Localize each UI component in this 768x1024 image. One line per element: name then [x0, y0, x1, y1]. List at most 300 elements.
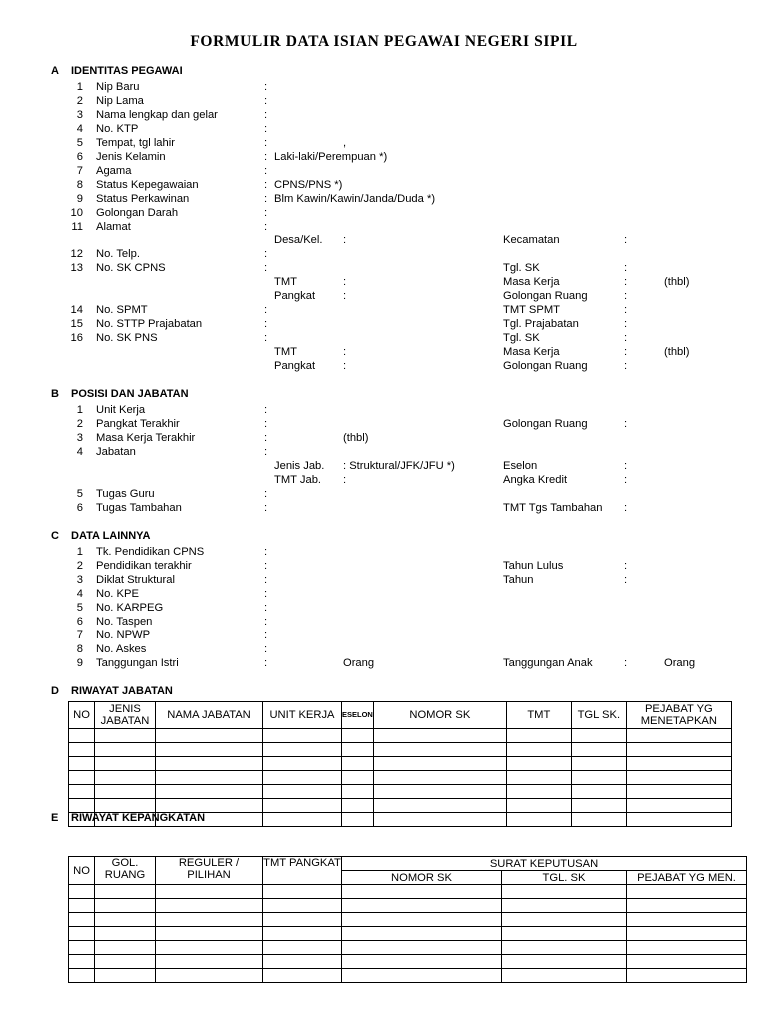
- tgl-prajabatan-label: Tgl. Prajabatan: [503, 318, 579, 330]
- table-cell[interactable]: [342, 969, 502, 983]
- c_items-num: 7: [76, 629, 83, 641]
- table-cell[interactable]: [95, 729, 156, 743]
- kecamatan-label: Kecamatan: [503, 234, 560, 246]
- table-cell[interactable]: [502, 955, 627, 969]
- table-cell[interactable]: [95, 913, 156, 927]
- table-cell[interactable]: [342, 941, 502, 955]
- colon: :: [264, 657, 268, 669]
- tmt-jab-label: TMT Jab.: [274, 474, 322, 486]
- table-cell[interactable]: [263, 771, 342, 785]
- colon: :: [264, 95, 268, 107]
- table-cell[interactable]: [571, 813, 626, 827]
- table-cell[interactable]: [506, 813, 571, 827]
- a_items-label: No. SPMT: [96, 304, 148, 316]
- table-cell[interactable]: [502, 913, 627, 927]
- c_items-label: No. KPE: [96, 588, 139, 600]
- table-cell[interactable]: [156, 885, 263, 899]
- c_items-label: No. Taspen: [96, 616, 153, 628]
- a_items-num: 5: [76, 137, 83, 149]
- a_items-label: Agama: [96, 165, 132, 177]
- column-header: NOMOR SK: [373, 702, 506, 729]
- c_items-num: 1: [76, 546, 83, 558]
- table-cell[interactable]: [69, 899, 95, 913]
- table-cell[interactable]: [156, 969, 263, 983]
- table-cell[interactable]: [506, 799, 571, 813]
- table-cell[interactable]: [69, 927, 95, 941]
- table-header-row: [69, 857, 747, 871]
- table-cell[interactable]: [263, 813, 342, 827]
- table-cell[interactable]: [373, 771, 506, 785]
- c_items-num: 2: [76, 560, 83, 572]
- table-cell[interactable]: [263, 799, 342, 813]
- a_items-num: 14: [70, 304, 83, 316]
- table-cell[interactable]: [506, 743, 571, 757]
- colon: :: [264, 432, 268, 444]
- colon: :: [264, 179, 268, 191]
- colon: :: [343, 290, 347, 302]
- table-cell[interactable]: [506, 729, 571, 743]
- colon: :: [624, 332, 628, 344]
- table-header-row: [69, 702, 732, 729]
- table-row: [69, 927, 747, 941]
- colon: :: [264, 304, 268, 316]
- colon: :: [624, 318, 628, 330]
- column-header: NOMOR SK: [342, 871, 502, 885]
- a_items-label: Status Perkawinan: [96, 193, 190, 205]
- b_items-label: Tugas Guru: [96, 488, 155, 500]
- table-cell[interactable]: [342, 885, 502, 899]
- colon: :: [264, 151, 268, 163]
- section-letter-e: E: [51, 812, 59, 824]
- table-cell[interactable]: [502, 899, 627, 913]
- a_items-num: 6: [76, 151, 83, 163]
- table-cell[interactable]: [626, 771, 731, 785]
- colon: :: [264, 588, 268, 600]
- a_items-label: No. SK CPNS: [96, 262, 166, 274]
- b_items-label: Jabatan: [96, 446, 136, 458]
- c_items-num: 5: [76, 602, 83, 614]
- table-row: [69, 729, 732, 743]
- table-cell[interactable]: [571, 743, 626, 757]
- colon: :: [343, 346, 347, 358]
- orang-label: Orang: [343, 657, 375, 669]
- b_items-label: Tugas Tambahan: [96, 502, 182, 514]
- table-cell[interactable]: [342, 813, 374, 827]
- colon: :: [264, 574, 268, 586]
- table-cell[interactable]: [627, 955, 747, 969]
- desa-label: Desa/Kel.: [274, 234, 323, 246]
- table-cell[interactable]: [571, 757, 626, 771]
- table-cell[interactable]: [69, 955, 95, 969]
- a_items-label: Nip Lama: [96, 95, 144, 107]
- tmt-spmt-label: TMT SPMT: [503, 304, 560, 316]
- table-cell[interactable]: [95, 771, 156, 785]
- table-cell[interactable]: [626, 729, 731, 743]
- a_items-num: 16: [70, 332, 83, 344]
- section-title-d: RIWAYAT JABATAN: [71, 685, 173, 697]
- table-cell[interactable]: [627, 969, 747, 983]
- a_items-num: 12: [70, 248, 83, 260]
- a_items-num: 3: [76, 109, 83, 121]
- colon: :: [343, 276, 347, 288]
- table-cell[interactable]: [373, 813, 506, 827]
- table-row: [69, 885, 747, 899]
- section-letter-d: D: [51, 685, 59, 697]
- golongan-ruang-label: Golongan Ruang: [503, 418, 588, 430]
- c_items-num: 8: [76, 643, 83, 655]
- table-cell[interactable]: [95, 799, 156, 813]
- thbl-label: (thbl): [343, 432, 369, 444]
- c_items-label: Pendidikan terakhir: [96, 560, 192, 572]
- table-cell[interactable]: [95, 955, 156, 969]
- pangkat-label: Pangkat: [274, 290, 316, 302]
- c_items-label: Diklat Struktural: [96, 574, 175, 586]
- thbl-label: (thbl): [664, 276, 690, 288]
- table-cell[interactable]: [626, 743, 731, 757]
- tmt-tgs-tambahan-label: TMT Tgs Tambahan: [503, 502, 603, 514]
- colon: :: [264, 404, 268, 416]
- a_items-label: Alamat: [96, 221, 131, 233]
- table-cell[interactable]: [342, 771, 374, 785]
- table-cell[interactable]: [69, 771, 95, 785]
- table-cell[interactable]: [156, 955, 263, 969]
- section-letter-b: B: [51, 388, 59, 400]
- golongan-ruang-label: Golongan Ruang: [503, 290, 588, 302]
- table-cell[interactable]: [156, 771, 263, 785]
- table-cell[interactable]: [571, 729, 626, 743]
- table-row: [69, 969, 747, 983]
- colon: :: [624, 502, 628, 514]
- table-cell[interactable]: [263, 927, 342, 941]
- table-cell[interactable]: [571, 771, 626, 785]
- table-cell[interactable]: [626, 799, 731, 813]
- colon: :: [264, 137, 268, 149]
- b_items-num: 2: [76, 418, 83, 430]
- section-title-a: IDENTITAS PEGAWAI: [71, 65, 183, 77]
- table-cell[interactable]: [502, 927, 627, 941]
- table-cell[interactable]: [571, 785, 626, 799]
- table-cell[interactable]: [506, 757, 571, 771]
- riwayat-jabatan-table: [68, 701, 732, 827]
- table-cell[interactable]: [626, 785, 731, 799]
- b_items-num: 1: [76, 404, 83, 416]
- table-cell[interactable]: [342, 785, 374, 799]
- table-cell[interactable]: [506, 785, 571, 799]
- table-cell[interactable]: [95, 785, 156, 799]
- table-cell[interactable]: [373, 757, 506, 771]
- a_items-num: 10: [70, 207, 83, 219]
- table-cell[interactable]: [156, 813, 263, 827]
- table-cell[interactable]: [69, 969, 95, 983]
- table-row: [69, 913, 747, 927]
- table-cell[interactable]: [69, 799, 95, 813]
- table-cell[interactable]: [263, 941, 342, 955]
- colon: :: [264, 418, 268, 430]
- table-row: [69, 799, 732, 813]
- colon: :: [624, 346, 628, 358]
- colon: :: [264, 193, 268, 205]
- colon: :: [624, 418, 628, 430]
- b_items-num: 4: [76, 446, 83, 458]
- c_items-label: No. KARPEG: [96, 602, 164, 614]
- table-cell[interactable]: [263, 955, 342, 969]
- tgl-sk-label: Tgl. SK: [503, 332, 540, 344]
- table-row: [69, 899, 747, 913]
- colon: :: [264, 616, 268, 628]
- a_items-label: No. SK PNS: [96, 332, 158, 344]
- column-header: TMT PANGKAT: [263, 857, 342, 885]
- table-cell[interactable]: [373, 785, 506, 799]
- colon: :: [624, 474, 628, 486]
- table-cell[interactable]: [342, 927, 502, 941]
- table-cell[interactable]: [342, 743, 374, 757]
- table-cell[interactable]: [571, 799, 626, 813]
- b_items-num: 3: [76, 432, 83, 444]
- colon: :: [624, 262, 628, 274]
- table-cell[interactable]: [156, 899, 263, 913]
- a_items-value-field[interactable]: CPNS/PNS *): [274, 179, 343, 191]
- section-title-e: RIWAYAT KEPANGKATAN: [71, 812, 206, 824]
- eselon-label: Eselon: [503, 460, 538, 472]
- column-header: TGL SK.: [571, 702, 626, 729]
- masa-kerja-label: Masa Kerja: [503, 276, 560, 288]
- table-cell[interactable]: [342, 799, 374, 813]
- table-cell[interactable]: [502, 941, 627, 955]
- colon: :: [343, 360, 347, 372]
- colon: :: [264, 81, 268, 93]
- table-cell[interactable]: [342, 913, 502, 927]
- colon: :: [624, 657, 628, 669]
- a_items-num: 13: [70, 262, 83, 274]
- colon: :: [624, 360, 628, 372]
- colon: :: [264, 262, 268, 274]
- b_items-label: Unit Kerja: [96, 404, 146, 416]
- colon: :: [264, 165, 268, 177]
- table-row: [69, 743, 732, 757]
- table-cell[interactable]: [156, 785, 263, 799]
- angka-kredit-label: Angka Kredit: [503, 474, 568, 486]
- orang-label: Orang: [664, 657, 696, 669]
- colon: :: [264, 502, 268, 514]
- column-header: PEJABAT YG MENETAPKAN: [626, 702, 731, 729]
- colon: :: [264, 207, 268, 219]
- golongan-ruang-label: Golongan Ruang: [503, 360, 588, 372]
- riwayat-kepangkatan-table: [68, 856, 747, 983]
- colon: :: [264, 318, 268, 330]
- table-cell[interactable]: [626, 813, 731, 827]
- tmt-label: TMT: [274, 346, 297, 358]
- c_items-num: 4: [76, 588, 83, 600]
- jenis-jab-label: Jenis Jab.: [274, 460, 325, 472]
- colon: :: [264, 446, 268, 458]
- colon: :: [343, 234, 347, 246]
- table-row: [69, 785, 732, 799]
- tmt-label: TMT: [274, 276, 297, 288]
- column-header: TGL. SK: [502, 871, 627, 885]
- c_items-label: Tanggungan Istri: [96, 657, 179, 669]
- table-cell[interactable]: [373, 729, 506, 743]
- column-header: JENIS JABATAN: [95, 702, 156, 729]
- table-cell[interactable]: [263, 885, 342, 899]
- table-cell[interactable]: [627, 941, 747, 955]
- table-cell[interactable]: [156, 913, 263, 927]
- section-title-c: DATA LAINNYA: [71, 530, 151, 542]
- table-cell[interactable]: [263, 743, 342, 757]
- colon: :: [264, 248, 268, 260]
- table-cell[interactable]: [373, 743, 506, 757]
- column-header: NO: [69, 857, 95, 885]
- table-cell[interactable]: [69, 757, 95, 771]
- column-header: ESELON: [342, 702, 374, 729]
- colon: :: [624, 276, 628, 288]
- a_items-label: Nip Baru: [96, 81, 140, 93]
- table-cell[interactable]: [263, 729, 342, 743]
- table-cell[interactable]: [263, 785, 342, 799]
- column-header: TMT: [506, 702, 571, 729]
- a_items-value-field[interactable]: Laki-laki/Perempuan *): [274, 151, 388, 163]
- table-cell[interactable]: [156, 729, 263, 743]
- table-cell[interactable]: [69, 813, 95, 827]
- a_items-label: No. KTP: [96, 123, 139, 135]
- c_items-num: 9: [76, 657, 83, 669]
- table-cell[interactable]: [263, 913, 342, 927]
- table-cell[interactable]: [627, 913, 747, 927]
- table-cell[interactable]: [502, 885, 627, 899]
- b_items-label: Pangkat Terakhir: [96, 418, 180, 430]
- column-header: PEJABAT YG MEN.: [627, 871, 747, 885]
- colon: :: [264, 332, 268, 344]
- table-cell[interactable]: [263, 969, 342, 983]
- group-header: SURAT KEPUTUSAN: [342, 857, 747, 871]
- c_items-label: No. Askes: [96, 643, 147, 655]
- table-cell[interactable]: [95, 885, 156, 899]
- table-cell[interactable]: [95, 969, 156, 983]
- a_items-value-field[interactable]: Blm Kawin/Kawin/Janda/Duda *): [274, 193, 436, 205]
- table-row: [69, 771, 732, 785]
- a_items-num: 2: [76, 95, 83, 107]
- colon: :: [264, 546, 268, 558]
- table-cell[interactable]: [342, 757, 374, 771]
- column-header: GOL. RUANG: [95, 857, 156, 885]
- table-cell[interactable]: [502, 969, 627, 983]
- section-letter-a: A: [51, 65, 59, 77]
- b_items-label: Masa Kerja Terakhir: [96, 432, 196, 444]
- tahun-label: Tahun: [503, 574, 534, 586]
- table-cell[interactable]: [373, 799, 506, 813]
- table-cell[interactable]: [156, 757, 263, 771]
- table-cell[interactable]: [95, 743, 156, 757]
- thbl-label: (thbl): [664, 346, 690, 358]
- table-cell[interactable]: [626, 757, 731, 771]
- colon: :: [624, 290, 628, 302]
- colon: :: [264, 629, 268, 641]
- colon: :: [264, 643, 268, 655]
- b_items-num: 6: [76, 502, 83, 514]
- b_items-num: 5: [76, 488, 83, 500]
- colon: :: [264, 221, 268, 233]
- comma: ,: [343, 137, 347, 149]
- a_items-num: 15: [70, 318, 83, 330]
- a_items-num: 1: [76, 81, 83, 93]
- table-cell[interactable]: [627, 885, 747, 899]
- table-row: [69, 941, 747, 955]
- a_items-label: Tempat, tgl lahir: [96, 137, 175, 149]
- table-cell[interactable]: [156, 799, 263, 813]
- column-header: NAMA JABATAN: [156, 702, 263, 729]
- tgl-sk-label: Tgl. SK: [503, 262, 540, 274]
- colon: :: [624, 234, 628, 246]
- c_items-label: Tk. Pendidikan CPNS: [96, 546, 205, 558]
- section-title-b: POSISI DAN JABATAN: [71, 388, 189, 400]
- a_items-num: 9: [76, 193, 83, 205]
- colon: :: [264, 109, 268, 121]
- table-row: [69, 813, 732, 827]
- a_items-num: 7: [76, 165, 83, 177]
- table-cell[interactable]: [342, 729, 374, 743]
- table-row: [69, 955, 747, 969]
- table-cell[interactable]: [69, 729, 95, 743]
- table-cell[interactable]: [95, 941, 156, 955]
- a_items-label: No. Telp.: [96, 248, 140, 260]
- tahun-lulus-label: Tahun Lulus: [503, 560, 564, 572]
- table-cell[interactable]: [69, 785, 95, 799]
- colon: :: [264, 560, 268, 572]
- table-cell[interactable]: [95, 813, 156, 827]
- colon: :: [264, 488, 268, 500]
- table-cell[interactable]: [95, 899, 156, 913]
- a_items-num: 4: [76, 123, 83, 135]
- colon: :: [624, 304, 628, 316]
- a_items-label: Golongan Darah: [96, 207, 179, 219]
- a_items-label: No. STTP Prajabatan: [96, 318, 203, 330]
- table-cell[interactable]: [156, 927, 263, 941]
- colon: :: [624, 560, 628, 572]
- c_items-num: 3: [76, 574, 83, 586]
- colon: :: [343, 474, 347, 486]
- table-cell[interactable]: [627, 927, 747, 941]
- table-cell[interactable]: [156, 743, 263, 757]
- table-cell[interactable]: [627, 899, 747, 913]
- table-cell[interactable]: [95, 757, 156, 771]
- colon: :: [624, 574, 628, 586]
- section-letter-c: C: [51, 530, 59, 542]
- table-cell[interactable]: [156, 941, 263, 955]
- colon: :: [624, 460, 628, 472]
- table-cell[interactable]: [69, 913, 95, 927]
- table-cell[interactable]: [263, 757, 342, 771]
- table-cell[interactable]: [506, 771, 571, 785]
- table-cell[interactable]: [263, 899, 342, 913]
- a_items-label: Status Kepegawaian: [96, 179, 199, 191]
- table-cell[interactable]: [69, 941, 95, 955]
- c_items-label: No. NPWP: [96, 629, 151, 641]
- a_items-label: Nama lengkap dan gelar: [96, 109, 218, 121]
- colon: :: [264, 123, 268, 135]
- table-cell[interactable]: [69, 885, 95, 899]
- a_items-label: Jenis Kelamin: [96, 151, 166, 163]
- table-cell[interactable]: [95, 927, 156, 941]
- column-header: NO: [69, 702, 95, 729]
- column-header: REGULER / PILIHAN: [156, 857, 263, 885]
- table-cell[interactable]: [342, 955, 502, 969]
- masa-kerja-label: Masa Kerja: [503, 346, 560, 358]
- table-row: [69, 757, 732, 771]
- pangkat-label: Pangkat: [274, 360, 316, 372]
- colon: :: [264, 602, 268, 614]
- table-cell[interactable]: [69, 743, 95, 757]
- table-cell[interactable]: [342, 899, 502, 913]
- jenis-jab-value: : Struktural/JFK/JFU *): [343, 460, 455, 472]
